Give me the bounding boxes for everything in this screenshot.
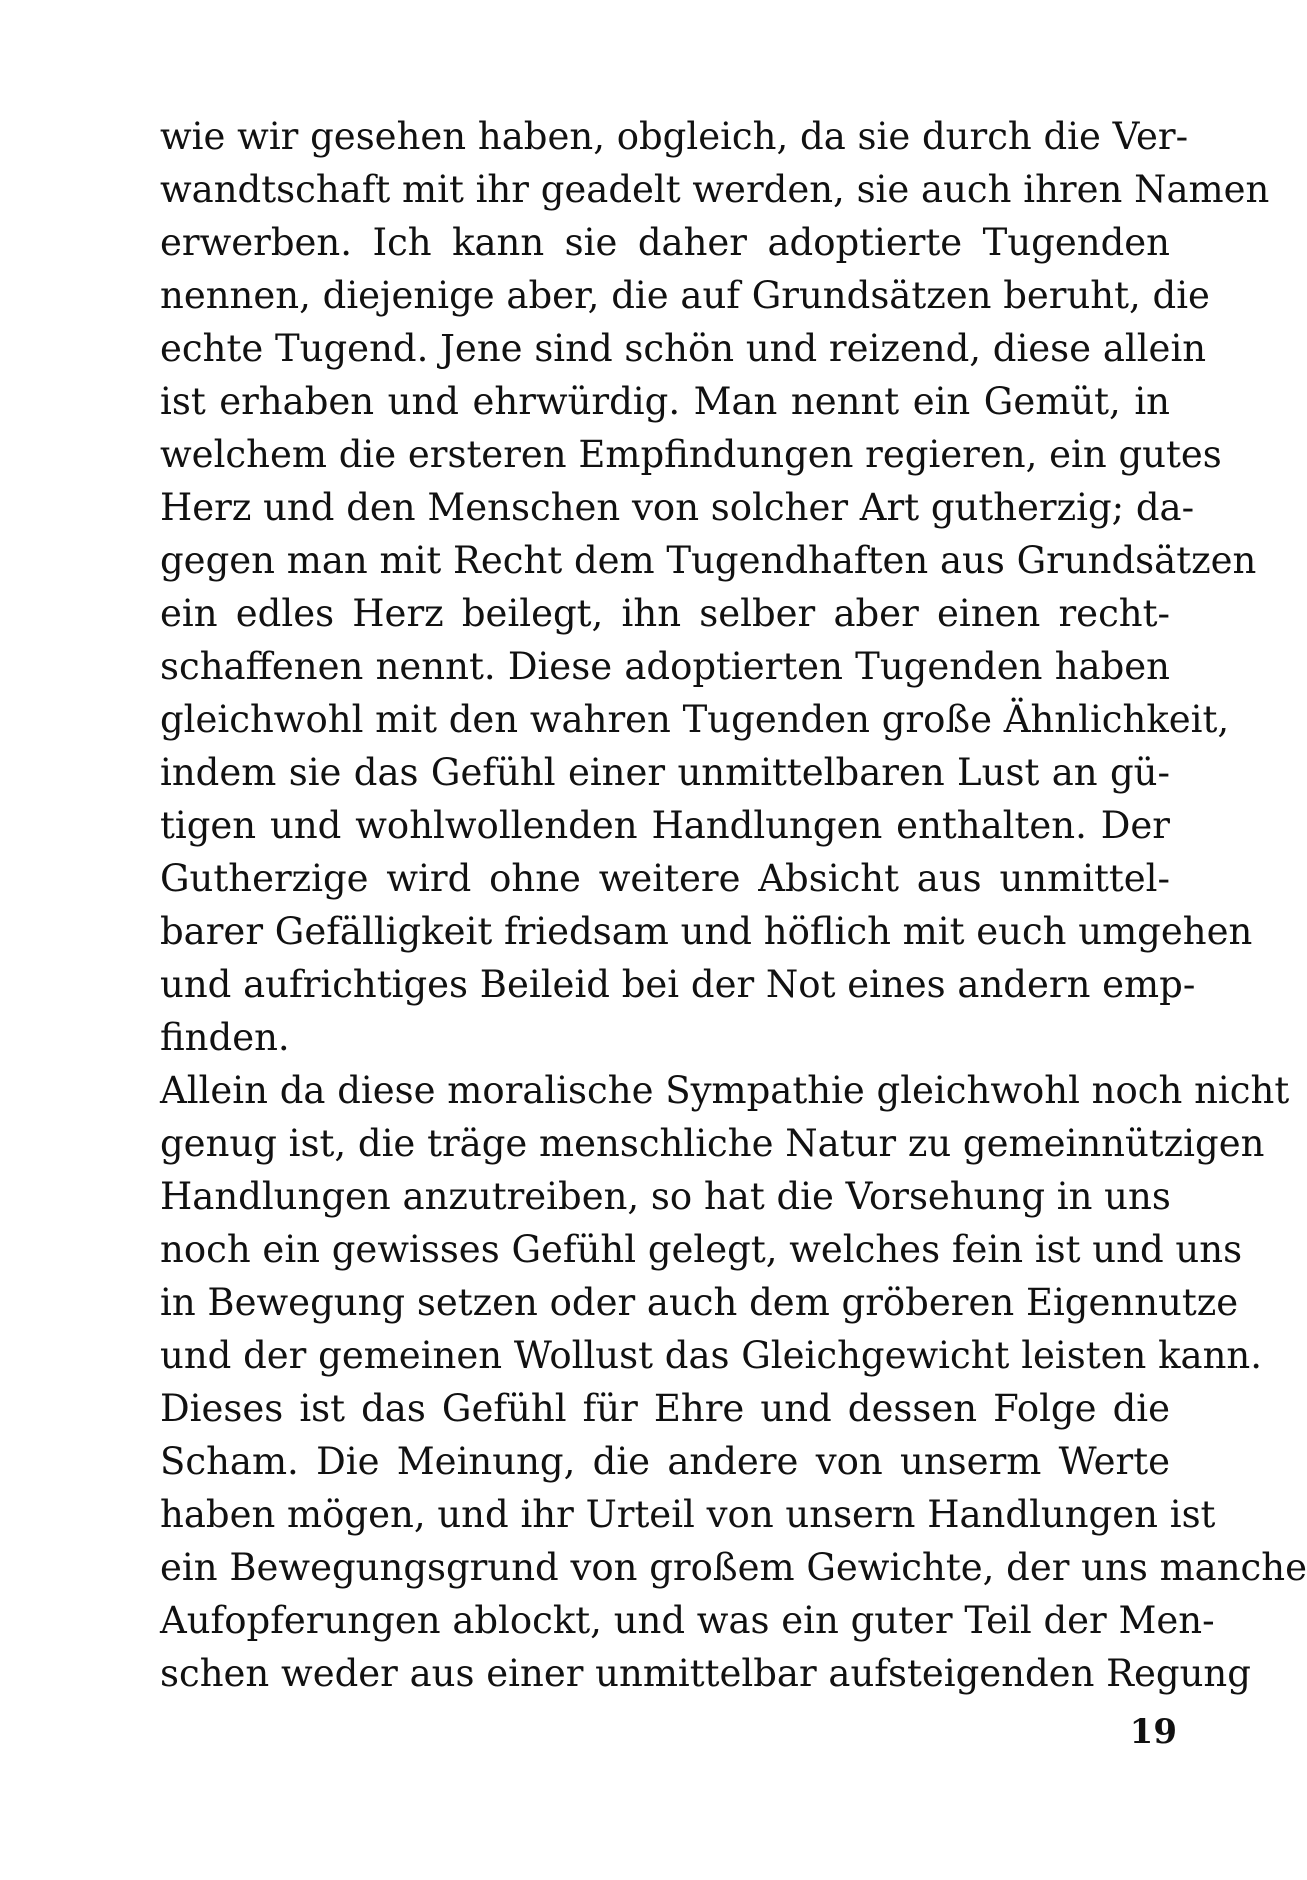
- text-line: Scham. Die Meinung, die andere von unserm Werte: [160, 1440, 1170, 1483]
- text-line: ein edles Herz beilegt, ihn selber aber einen recht-: [160, 592, 1170, 635]
- text-line: gegen man mit Recht dem Tugendhaften aus Grundsätzen: [160, 539, 1257, 582]
- text-line: schen weder aus einer unmittelbar aufsteigenden Regung: [160, 1652, 1251, 1695]
- text-line: welchem die ersteren Empfindungen regieren, ein gutes: [160, 433, 1222, 476]
- text-line: und aufrichtiges Beileid bei der Not eines andern emp-: [160, 963, 1196, 1006]
- text-line: noch ein gewisses Gefühl gelegt, welches fein ist und uns: [160, 1228, 1243, 1271]
- text-line: in Bewegung setzen oder auch dem gröberen Eigennutze: [160, 1281, 1239, 1324]
- text-line: finden.: [160, 1016, 290, 1059]
- text-line: erwerben. Ich kann sie daher adoptierte Tugenden: [160, 221, 1170, 264]
- text-line: wandtschaft mit ihr geadelt werden, sie auch ihren Namen: [160, 168, 1270, 211]
- text-line: ist erhaben und ehrwürdig. Man nennt ein Gemüt, in: [160, 380, 1170, 423]
- text-line: Herz und den Menschen von solcher Art gutherzig; da-: [160, 486, 1195, 529]
- text-line: Handlungen anzutreiben, so hat die Vorsehung in uns: [160, 1175, 1171, 1218]
- text-line: haben mögen, und ihr Urteil von unsern Handlungen ist: [160, 1493, 1216, 1536]
- text-line: Dieses ist das Gefühl für Ehre und dessen Folge die: [160, 1387, 1170, 1430]
- body-text: [160, 110, 1307, 1700]
- text-line: schaffenen nennt. Diese adoptierten Tugenden haben: [160, 645, 1170, 688]
- text-line: echte Tugend. Jene sind schön und reizend, diese allein: [160, 327, 1207, 370]
- page-number: 19: [1129, 1712, 1177, 1752]
- text-line: ein Bewegungsgrund von großem Gewichte, der uns manche: [160, 1546, 1307, 1589]
- text-line: indem sie das Gefühl einer unmittelbaren Lust an gü-: [160, 751, 1170, 794]
- text-line: Allein da diese moralische Sympathie gleichwohl noch nicht: [160, 1069, 1290, 1112]
- text-line: nennen, diejenige aber, die auf Grundsätzen beruht, die: [160, 274, 1210, 317]
- text-line: barer Gefälligkeit friedsam und höflich mit euch umgehen: [160, 910, 1253, 953]
- text-line: gleichwohl mit den wahren Tugenden große Ähnlichkeit,: [160, 698, 1230, 741]
- text-line: genug ist, die träge menschliche Natur zu gemeinnützigen: [160, 1122, 1265, 1165]
- text-line: Gutherzige wird ohne weitere Absicht aus unmittel-: [160, 857, 1170, 900]
- text-line: und der gemeinen Wollust das Gleichgewicht leisten kann.: [160, 1334, 1262, 1377]
- text-line: tigen und wohlwollenden Handlungen enthalten. Der: [160, 804, 1170, 847]
- text-line: wie wir gesehen haben, obgleich, da sie durch die Ver-: [160, 115, 1189, 158]
- text-line: Aufopferungen ablockt, und was ein guter Teil der Men-: [160, 1599, 1215, 1642]
